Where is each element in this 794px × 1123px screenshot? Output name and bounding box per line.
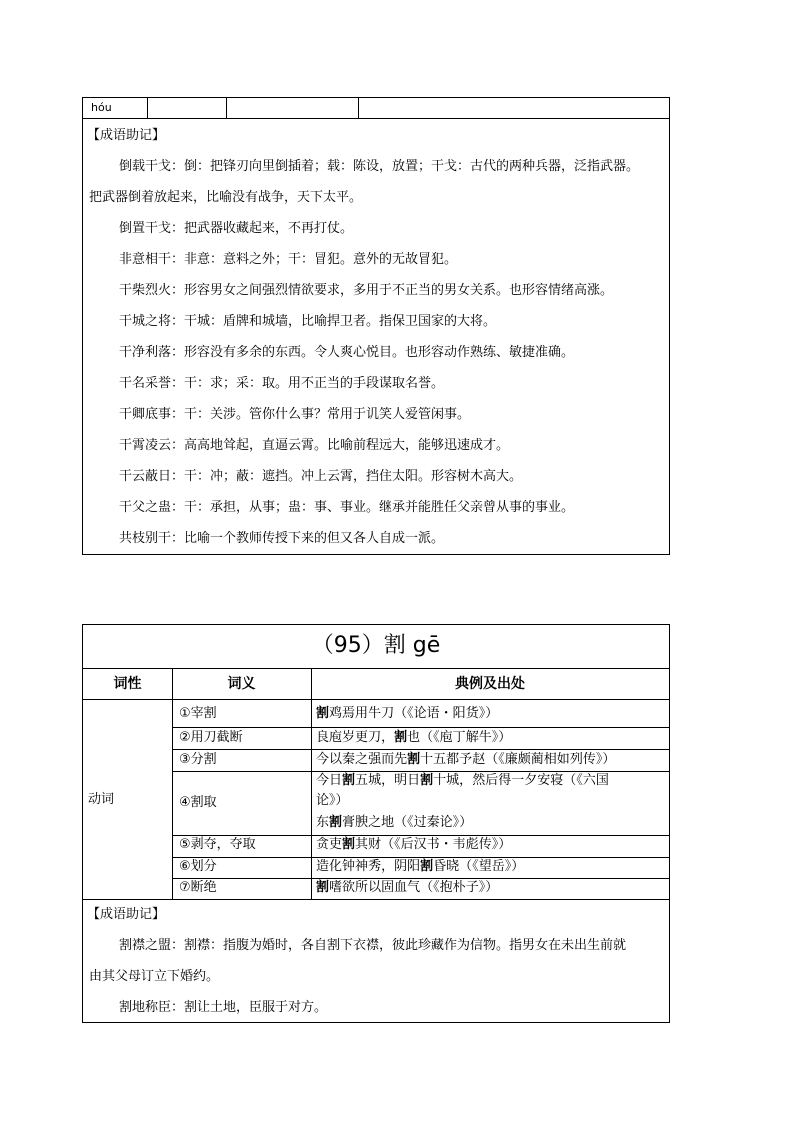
idiom-entry: 干柴烈火：形容男女之间强烈情欲要求，多用于不正当的男女关系。也形容情绪高涨。 — [119, 283, 614, 298]
row-divider — [83, 699, 669, 700]
idiom-entry: 非意相干：非意：意料之外；干：冒犯。意外的无故冒犯。 — [119, 252, 458, 267]
row-divider — [172, 727, 669, 728]
column-divider — [172, 668, 173, 899]
header-pos: 词性 — [113, 676, 142, 692]
idiom-entry: 干霄凌云：高高地耸起，直逼云霄。比喻前程远大，能够迅速成才。 — [119, 438, 510, 453]
idiom-entry: 由其父母订立下婚约。 — [89, 969, 220, 984]
sense-meaning: ⑥划分 — [179, 859, 217, 874]
row-divider — [172, 749, 669, 750]
row-divider — [172, 771, 669, 772]
header-meaning: 词义 — [227, 676, 256, 692]
row-divider — [172, 878, 669, 879]
idiom-entry: 倒置干戈：把武器收藏起来，不再打仗。 — [119, 221, 354, 236]
idiom-entry: 干卿底事：干：关涉。管你什么事？常用于讥笑人爱管闲事。 — [119, 407, 471, 422]
sense-meaning: ⑤剥夺，夺取 — [179, 837, 256, 852]
idiom-entry: 共枝别干：比喻一个教师传授下来的但又各人自成一派。 — [119, 531, 445, 546]
cell-divider — [358, 98, 359, 118]
sense-meaning: ⑦断绝 — [179, 880, 217, 895]
sense-example: 东割膏腴之地（《过秦论》） — [316, 815, 473, 830]
idiom-entry: 倒载干戈：倒：把锋刃向里倒插着；载：陈设，放置；干戈：古代的两种兵器，泛指武器。 — [119, 159, 640, 174]
idiom-entry: 干父之蛊：干：承担，从事；蛊：事、事业。继承并能胜任父亲曾从事的事业。 — [119, 500, 575, 515]
column-divider — [311, 668, 312, 899]
sense-example: 贪吏割其财（《后汉书・韦彪传》） — [316, 837, 512, 852]
sense-meaning: ③分割 — [179, 752, 217, 767]
row-divider — [83, 668, 669, 669]
row-divider — [83, 899, 669, 900]
sense-example: 良庖岁更刀，割也（《庖丁解牛》） — [316, 730, 512, 745]
row-divider — [83, 118, 669, 119]
header-examples: 典例及出处 — [455, 676, 525, 692]
cell-divider — [226, 98, 227, 118]
section-label: 【成语助记】 — [87, 907, 166, 922]
sense-example: 论》） — [316, 793, 349, 808]
idiom-continuation-table — [82, 97, 670, 555]
character-table — [82, 624, 670, 1023]
idiom-entry: 干净利落：形容没有多余的东西。令人爽心悦目。也形容动作熟练、敏捷准确。 — [119, 345, 575, 360]
idiom-entry: 干名采誉：干：求；采：取。用不正当的手段谋取名誉。 — [119, 376, 445, 391]
sense-meaning: ①宰割 — [179, 706, 217, 721]
idiom-entry: 干城之将：干城：盾牌和城墙，比喻捍卫者。指保卫国家的大将。 — [119, 314, 497, 329]
sense-example: 割嗜欲所以固血气（《抱朴子》） — [316, 880, 499, 895]
idiom-entry: 干云蔽日：干：冲；蔽：遮挡。冲上云霄，挡住太阳。形容树木高大。 — [119, 469, 523, 484]
row-divider — [172, 857, 669, 858]
sense-example: 今日割五城，明日割十城，然后得一夕安寝（《六国 — [316, 773, 609, 788]
section-label: 【成语助记】 — [87, 128, 166, 143]
sense-meaning: ②用刀截断 — [179, 730, 243, 745]
idiom-entry: 把武器倒着放起来，比喻没有战争，天下太平。 — [89, 190, 363, 205]
sense-meaning: ④割取 — [179, 795, 217, 810]
row-divider — [172, 835, 669, 836]
sense-example: 今以秦之强而先割十五都予赵（《廉颇蔺相如列传》） — [316, 752, 616, 767]
sense-example: 割鸡焉用牛刀（《论语・阳货》） — [316, 706, 499, 721]
idiom-entry: 割地称臣：割让土地，臣服于对方。 — [119, 1000, 328, 1015]
idiom-entry: 割襟之盟：割襟：指腹为婚时，各自割下衣襟，彼此珍藏作为信物。指男女在未出生前就 — [119, 938, 627, 953]
character-title: （95）割 gē — [311, 633, 441, 658]
sense-example: 造化钟神秀，阴阳割昏晓（《望岳》） — [316, 859, 525, 874]
cell-divider — [147, 98, 148, 118]
pos-cell: 动词 — [88, 792, 115, 807]
pinyin-cell: hóu — [91, 101, 112, 114]
